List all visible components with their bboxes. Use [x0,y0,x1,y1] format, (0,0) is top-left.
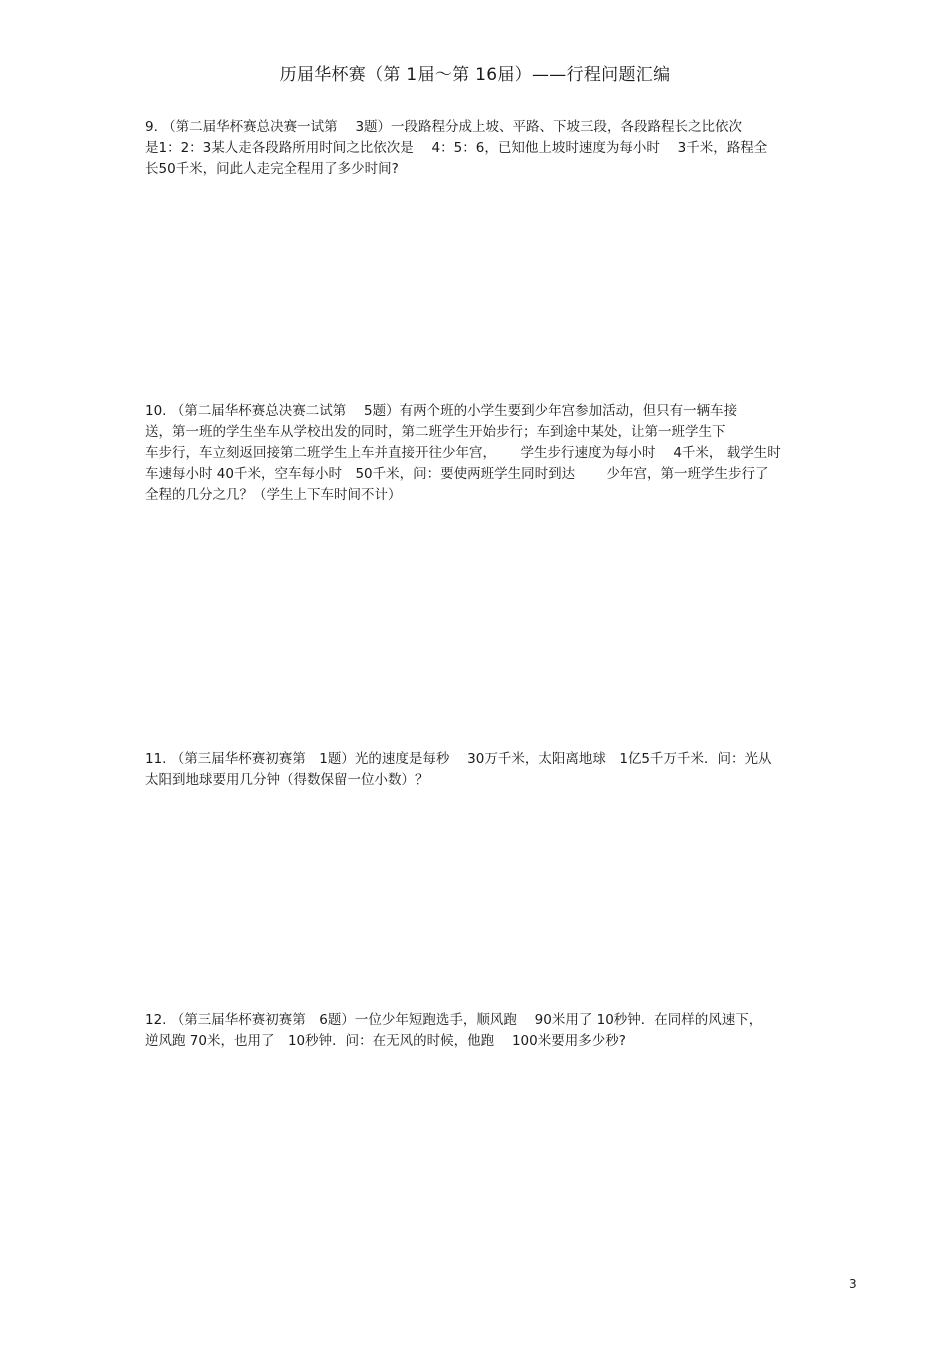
page-title: 历届华杯赛（第 1届～第 16届）——行程问题汇编 [279,65,671,85]
problem-12-line-2: 逆风跑 70米，也用了 10秒钟．问：在无风的时候，他跑 100米要用多少秒? [145,1033,626,1049]
problem-10-line-3: 车步行，车立刻返回接第二班学生上车并直接开往少年宫， 学生步行速度为每小时 4千米， 载学生时 [145,445,781,461]
problem-10-line-2: 送，第一班的学生坐车从学校出发的同时，第二班学生开始步行；车到途中某处，让第一班学生下 [145,424,726,440]
problem-9-line-2: 是1：2：3某人走各段路所用时间之比依次是 4：5：6，已知他上坡时速度为每小时 3千米，路程全 [145,140,768,156]
problem-9 [145,117,860,180]
problem-9-line-3: 长50千米，问此人走完全程用了多少时间? [145,161,399,177]
problem-10-line-5: 全程的几分之几？（学生上下车时间不计） [145,487,402,503]
problem-10-line-1: 10. （第二届华杯赛总决赛二试第 5题）有两个班的小学生要到少年宫参加活动，但只有一辆车接 [145,403,738,419]
problem-11-line-2: 太阳到地球要用几分钟（得数保留一位小数）？ [145,772,429,788]
problem-11 [145,749,860,791]
page-number: 3 [849,1277,857,1291]
problem-12 [145,1010,860,1052]
problem-10 [145,401,860,506]
problem-9-line-1: 9. （第二届华杯赛总决赛一试第 3题）一段路程分成上坡、平路、下坡三段，各段路程长之比依次 [145,119,743,135]
problem-11-line-1: 11. （第三届华杯赛初赛第 1题）光的速度是每秒 30万千米，太阳离地球 1亿5千万千米．问：光从 [145,751,772,767]
problem-10-line-4: 车速每小时 40千米，空车每小时 50千米，问：要使两班学生同时到达 少年宫，第一班学生步行了 [145,466,769,482]
problem-12-line-1: 12. （第三届华杯赛初赛第 6题）一位少年短跑选手，顺风跑 90米用了 10秒钟．在同样的风速下， [145,1012,763,1028]
